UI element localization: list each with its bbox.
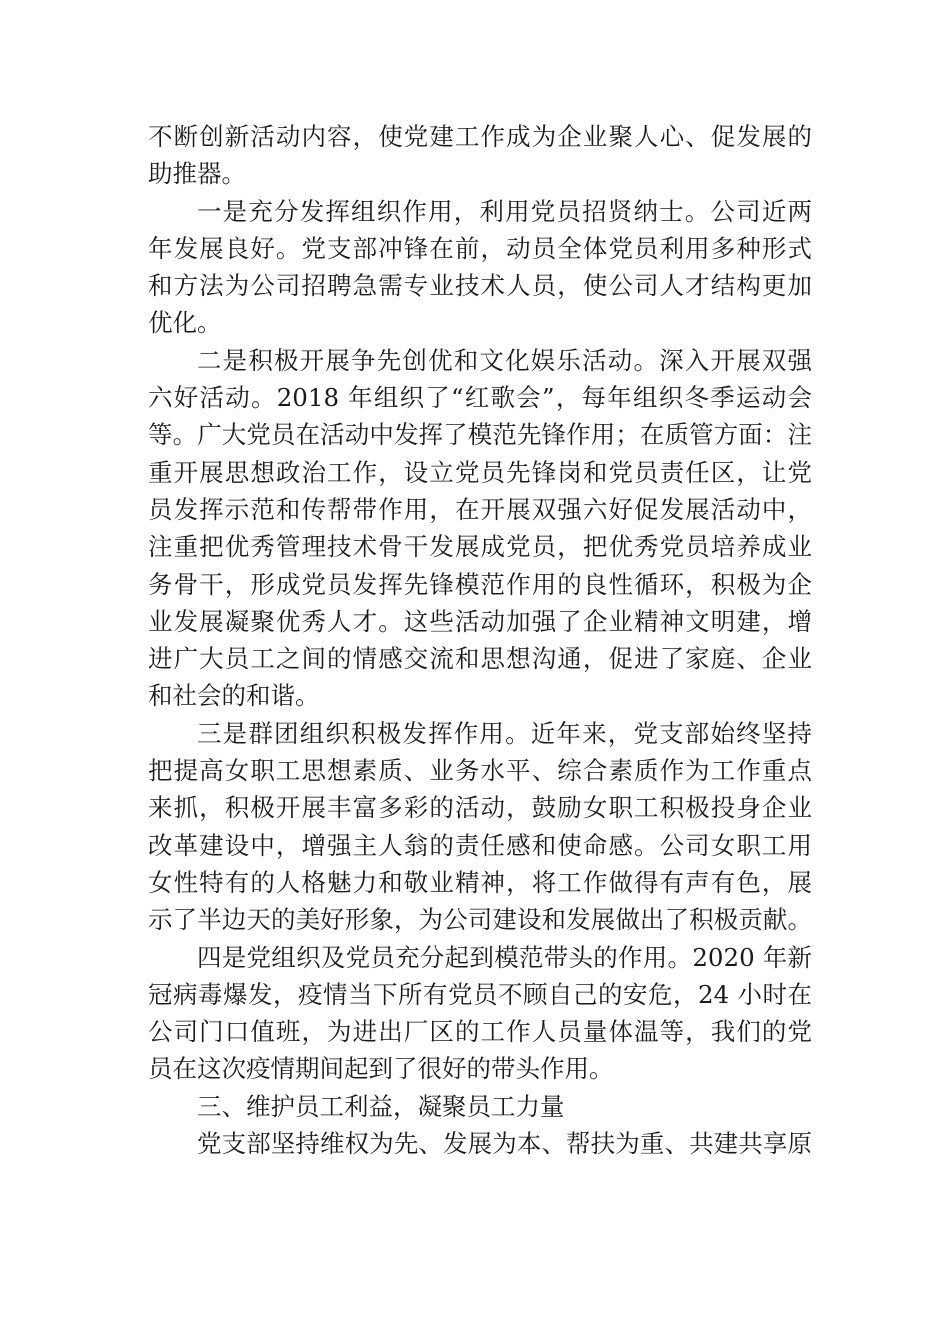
text-line: 示了半边天的美好形象，为公司建设和发展做出了积极贡献。: [148, 905, 812, 935]
text-line: 员在这次疫情期间起到了很好的带头作用。: [148, 1054, 614, 1084]
text-line: 公司门口值班，为进出厂区的工作人员量体温等，我们的党: [148, 1017, 812, 1047]
text-line: 重开展思想政治工作，设立党员先锋岗和党员责任区，让党: [148, 457, 812, 487]
text-line: 进广大员工之间的情感交流和思想沟通，促进了家庭、企业: [148, 644, 812, 674]
text-line: 优化。: [148, 308, 222, 338]
text-line: 和方法为公司招聘急需专业技术人员，使公司人才结构更加: [148, 271, 812, 301]
text-line: 二是积极开展争先创优和文化娱乐活动。深入开展双强: [197, 345, 812, 375]
text-line: 员发挥示范和传帮带作用，在开展双强六好促发展活动中，: [148, 494, 812, 524]
text-line: 务骨干，形成党员发挥先锋模范作用的良性循环，积极为企: [148, 569, 812, 599]
text-line: 来抓，积极开展丰富多彩的活动，鼓励女职工积极投身企业: [148, 793, 812, 823]
text-line: 三是群团组织积极发挥作用。近年来，党支部始终坚持: [197, 718, 812, 748]
text-line: 和社会的和谐。: [148, 681, 320, 711]
text-line: 把提高女职工思想素质、业务水平、综合素质作为工作重点: [148, 756, 812, 786]
text-line: 六好活动。2018 年组织了“红歌会”，每年组织冬季运动会: [148, 383, 812, 413]
text-line: 不断创新活动内容，使党建工作成为企业聚人心、促发展的: [148, 122, 812, 151]
text-line: 改革建设中，增强主人翁的责任感和使命感。公司女职工用: [148, 830, 812, 860]
text-line: 女性特有的人格魅力和敬业精神，将工作做得有声有色，展: [148, 867, 812, 897]
text-line: 冠病毒爆发，疫情当下所有党员不顾自己的安危，24 小时在: [148, 979, 812, 1009]
text-line: 等。广大党员在活动中发挥了模范先锋作用；在质管方面：注: [148, 420, 812, 450]
text-line: 三、维护员工利益，凝聚员工力量: [197, 1091, 565, 1121]
text-line: 四是党组织及党员充分起到模范带头的作用。2020 年新: [197, 942, 812, 972]
text-line: 一是充分发挥组织作用，利用党员招贤纳士。公司近两: [197, 196, 812, 226]
text-line: 党支部坚持维权为先、发展为本、帮扶为重、共建共享原: [197, 1129, 812, 1159]
text-line: 年发展良好。党支部冲锋在前，动员全体党员利用多种形式: [148, 233, 812, 263]
text-line: 注重把优秀管理技术骨干发展成党员，把优秀党员培养成业: [148, 532, 812, 562]
document-body: [148, 118, 812, 1162]
text-line: 助推器。: [148, 159, 246, 189]
text-line: 业发展凝聚优秀人才。这些活动加强了企业精神文明建，增: [148, 606, 812, 636]
